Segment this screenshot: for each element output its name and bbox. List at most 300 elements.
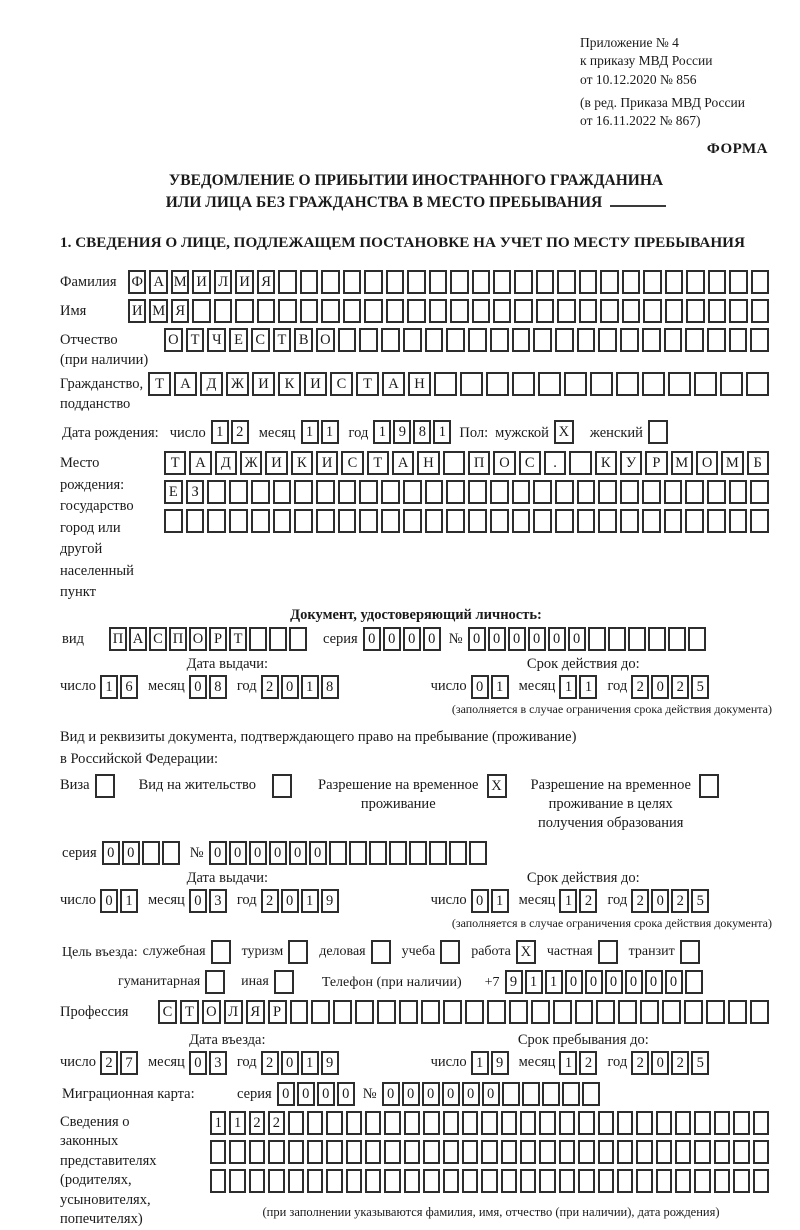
char-box[interactable]: 2	[100, 1051, 118, 1075]
char-box[interactable]: 0	[605, 970, 623, 994]
char-box[interactable]: 0	[281, 1051, 299, 1075]
char-box[interactable]	[462, 1111, 478, 1135]
char-box[interactable]	[542, 1082, 560, 1106]
char-box[interactable]: Д	[200, 372, 223, 396]
char-box[interactable]	[618, 1000, 637, 1024]
char-box[interactable]: Ж	[240, 451, 262, 475]
char-box[interactable]	[229, 1140, 245, 1164]
char-box[interactable]	[628, 627, 646, 651]
char-box[interactable]: 0	[482, 1082, 500, 1106]
char-box[interactable]	[389, 841, 407, 865]
char-box[interactable]: 2	[261, 1051, 279, 1075]
char-box[interactable]: И	[265, 451, 287, 475]
char-box[interactable]	[577, 328, 596, 352]
char-box[interactable]	[729, 270, 747, 294]
char-box[interactable]: 1	[491, 889, 509, 913]
char-box[interactable]: 6	[120, 675, 138, 699]
char-box[interactable]	[257, 299, 275, 323]
char-box[interactable]: Ф	[128, 270, 146, 294]
char-box[interactable]: 9	[321, 889, 339, 913]
char-box[interactable]: У	[620, 451, 642, 475]
char-box[interactable]: 2	[631, 675, 649, 699]
char-box[interactable]	[343, 299, 361, 323]
char-box[interactable]	[733, 1140, 749, 1164]
char-box[interactable]	[460, 372, 483, 396]
char-box[interactable]	[686, 299, 704, 323]
char-box[interactable]	[684, 1000, 703, 1024]
char-box[interactable]	[622, 270, 640, 294]
char-box[interactable]: Е	[229, 328, 248, 352]
char-box[interactable]: 0	[402, 1082, 420, 1106]
char-box[interactable]: С	[341, 451, 363, 475]
char-box[interactable]	[642, 480, 661, 504]
char-box[interactable]	[640, 1000, 659, 1024]
char-box[interactable]	[598, 328, 617, 352]
char-box[interactable]	[450, 270, 468, 294]
char-box[interactable]	[598, 509, 617, 533]
char-box[interactable]	[403, 509, 422, 533]
char-box[interactable]	[468, 480, 487, 504]
char-box[interactable]: 1	[100, 675, 118, 699]
char-box[interactable]: О	[316, 328, 335, 352]
char-box[interactable]: 0	[422, 1082, 440, 1106]
char-box[interactable]	[539, 1140, 555, 1164]
char-box[interactable]: О	[202, 1000, 221, 1024]
char-box[interactable]	[600, 299, 618, 323]
char-box[interactable]	[423, 1140, 439, 1164]
char-box[interactable]: 0	[100, 889, 118, 913]
char-box[interactable]	[472, 299, 490, 323]
char-box[interactable]	[520, 1111, 536, 1135]
char-box[interactable]: 1	[229, 1111, 245, 1135]
char-box[interactable]	[381, 328, 400, 352]
char-box[interactable]: Т	[273, 328, 292, 352]
char-box[interactable]	[429, 841, 447, 865]
char-box[interactable]	[714, 1140, 730, 1164]
char-box[interactable]	[536, 299, 554, 323]
char-box[interactable]	[326, 1169, 342, 1193]
char-box[interactable]: 0	[363, 627, 381, 651]
char-box[interactable]	[685, 480, 704, 504]
char-box[interactable]: 1	[321, 420, 339, 444]
char-box[interactable]	[536, 270, 554, 294]
sex-female-checkbox[interactable]	[648, 420, 668, 444]
char-box[interactable]	[493, 299, 511, 323]
char-box[interactable]	[694, 372, 717, 396]
char-box[interactable]: С	[149, 627, 167, 651]
char-box[interactable]	[533, 480, 552, 504]
char-box[interactable]: М	[171, 270, 189, 294]
char-box[interactable]: 0	[269, 841, 287, 865]
char-box[interactable]: Я	[246, 1000, 265, 1024]
char-box[interactable]	[753, 1111, 769, 1135]
char-box[interactable]: 5	[691, 1051, 709, 1075]
char-box[interactable]	[648, 627, 666, 651]
char-box[interactable]: 2	[631, 889, 649, 913]
char-box[interactable]: Л	[214, 270, 232, 294]
char-box[interactable]: 1	[211, 420, 229, 444]
char-box[interactable]: 9	[491, 1051, 509, 1075]
char-box[interactable]	[450, 299, 468, 323]
char-box[interactable]	[522, 1082, 540, 1106]
char-box[interactable]: П	[169, 627, 187, 651]
char-box[interactable]	[598, 1169, 614, 1193]
char-box[interactable]: 0	[281, 889, 299, 913]
char-box[interactable]	[409, 841, 427, 865]
char-box[interactable]	[617, 1140, 633, 1164]
char-box[interactable]: О	[164, 328, 183, 352]
char-box[interactable]	[582, 1082, 600, 1106]
char-box[interactable]	[381, 480, 400, 504]
char-box[interactable]	[596, 1000, 615, 1024]
char-box[interactable]: 2	[261, 675, 279, 699]
char-box[interactable]: 0	[645, 970, 663, 994]
char-box[interactable]	[509, 1000, 528, 1024]
char-box[interactable]: 1	[373, 420, 391, 444]
char-box[interactable]	[346, 1111, 362, 1135]
purpose-tranzit-checkbox[interactable]	[680, 940, 700, 964]
char-box[interactable]: 1	[559, 889, 577, 913]
char-box[interactable]	[598, 1111, 614, 1135]
char-box[interactable]	[207, 509, 226, 533]
char-box[interactable]	[512, 509, 531, 533]
char-box[interactable]	[251, 509, 270, 533]
char-box[interactable]	[469, 841, 487, 865]
char-box[interactable]	[249, 1169, 265, 1193]
char-box[interactable]	[539, 1169, 555, 1193]
char-box[interactable]	[686, 270, 704, 294]
char-box[interactable]	[446, 328, 465, 352]
char-box[interactable]	[668, 372, 691, 396]
char-box[interactable]	[656, 1140, 672, 1164]
purpose-delovaya-checkbox[interactable]	[371, 940, 391, 964]
char-box[interactable]	[728, 1000, 747, 1024]
char-box[interactable]	[675, 1169, 691, 1193]
char-box[interactable]	[664, 509, 683, 533]
char-box[interactable]	[290, 1000, 309, 1024]
char-box[interactable]	[462, 1169, 478, 1193]
char-box[interactable]	[520, 1169, 536, 1193]
purpose-rabota-checkbox[interactable]: X	[516, 940, 536, 964]
char-box[interactable]	[616, 372, 639, 396]
char-box[interactable]: 0	[289, 841, 307, 865]
char-box[interactable]: 0	[548, 627, 566, 651]
char-box[interactable]	[229, 1169, 245, 1193]
char-box[interactable]	[608, 627, 626, 651]
char-box[interactable]	[577, 509, 596, 533]
char-box[interactable]: И	[128, 299, 146, 323]
char-box[interactable]	[403, 328, 422, 352]
purpose-ucheba-checkbox[interactable]	[440, 940, 460, 964]
char-box[interactable]	[707, 328, 726, 352]
char-box[interactable]	[729, 328, 748, 352]
char-box[interactable]: А	[174, 372, 197, 396]
char-box[interactable]: Т	[356, 372, 379, 396]
char-box[interactable]: 3	[209, 889, 227, 913]
char-box[interactable]	[429, 270, 447, 294]
char-box[interactable]: Б	[747, 451, 769, 475]
char-box[interactable]	[487, 1000, 506, 1024]
residence-permit-checkbox[interactable]	[272, 774, 292, 798]
char-box[interactable]	[355, 1000, 374, 1024]
char-box[interactable]: И	[304, 372, 327, 396]
char-box[interactable]: М	[149, 299, 167, 323]
char-box[interactable]	[707, 480, 726, 504]
char-box[interactable]	[404, 1111, 420, 1135]
char-box[interactable]	[443, 1000, 462, 1024]
char-box[interactable]	[364, 299, 382, 323]
char-box[interactable]	[229, 509, 248, 533]
purpose-sluzhebnaya-checkbox[interactable]	[211, 940, 231, 964]
char-box[interactable]	[750, 509, 769, 533]
char-box[interactable]	[381, 509, 400, 533]
sex-male-checkbox[interactable]: X	[554, 420, 574, 444]
char-box[interactable]: 8	[321, 675, 339, 699]
char-box[interactable]: А	[149, 270, 167, 294]
char-box[interactable]: .	[544, 451, 566, 475]
char-box[interactable]: 0	[297, 1082, 315, 1106]
char-box[interactable]: К	[291, 451, 313, 475]
char-box[interactable]	[656, 1169, 672, 1193]
char-box[interactable]: Р	[645, 451, 667, 475]
char-box[interactable]	[210, 1169, 226, 1193]
char-box[interactable]	[664, 328, 683, 352]
char-box[interactable]: 0	[382, 1082, 400, 1106]
char-box[interactable]	[365, 1169, 381, 1193]
char-box[interactable]	[403, 480, 422, 504]
char-box[interactable]: 5	[691, 889, 709, 913]
char-box[interactable]	[598, 480, 617, 504]
char-box[interactable]: П	[468, 451, 490, 475]
char-box[interactable]: С	[251, 328, 270, 352]
char-box[interactable]	[404, 1169, 420, 1193]
char-box[interactable]: 0	[423, 627, 441, 651]
char-box[interactable]	[753, 1140, 769, 1164]
char-box[interactable]	[443, 1140, 459, 1164]
char-box[interactable]: 8	[413, 420, 431, 444]
char-box[interactable]	[229, 480, 248, 504]
char-box[interactable]	[269, 627, 287, 651]
char-box[interactable]	[326, 1111, 342, 1135]
char-box[interactable]: Т	[367, 451, 389, 475]
purpose-inaya-checkbox[interactable]	[274, 970, 294, 994]
char-box[interactable]	[278, 270, 296, 294]
char-box[interactable]: 9	[505, 970, 523, 994]
char-box[interactable]: А	[129, 627, 147, 651]
char-box[interactable]	[733, 1169, 749, 1193]
char-box[interactable]	[490, 328, 509, 352]
char-box[interactable]	[714, 1169, 730, 1193]
purpose-turizm-checkbox[interactable]	[288, 940, 308, 964]
char-box[interactable]	[706, 1000, 725, 1024]
char-box[interactable]	[443, 1111, 459, 1135]
char-box[interactable]: К	[595, 451, 617, 475]
char-box[interactable]: 0	[309, 841, 327, 865]
char-box[interactable]	[600, 270, 618, 294]
char-box[interactable]	[520, 1140, 536, 1164]
char-box[interactable]	[708, 270, 726, 294]
char-box[interactable]	[694, 1169, 710, 1193]
char-box[interactable]: 2	[249, 1111, 265, 1135]
char-box[interactable]	[557, 299, 575, 323]
char-box[interactable]	[300, 270, 318, 294]
char-box[interactable]	[714, 1111, 730, 1135]
char-box[interactable]	[579, 270, 597, 294]
char-box[interactable]: 0	[651, 889, 669, 913]
char-box[interactable]	[434, 372, 457, 396]
char-box[interactable]: 1	[471, 1051, 489, 1075]
char-box[interactable]: Р	[209, 627, 227, 651]
char-box[interactable]: Т	[148, 372, 171, 396]
char-box[interactable]	[311, 1000, 330, 1024]
char-box[interactable]	[481, 1169, 497, 1193]
char-box[interactable]	[636, 1111, 652, 1135]
char-box[interactable]	[694, 1111, 710, 1135]
char-box[interactable]	[559, 1140, 575, 1164]
char-box[interactable]	[636, 1140, 652, 1164]
char-box[interactable]	[192, 299, 210, 323]
char-box[interactable]	[321, 270, 339, 294]
char-box[interactable]: 1	[579, 675, 597, 699]
char-box[interactable]: 3	[209, 1051, 227, 1075]
char-box[interactable]	[465, 1000, 484, 1024]
char-box[interactable]	[643, 270, 661, 294]
char-box[interactable]	[501, 1169, 517, 1193]
char-box[interactable]	[425, 328, 444, 352]
char-box[interactable]: 0	[337, 1082, 355, 1106]
char-box[interactable]: 0	[528, 627, 546, 651]
char-box[interactable]: А	[392, 451, 414, 475]
char-box[interactable]: Ч	[207, 328, 226, 352]
char-box[interactable]	[338, 480, 357, 504]
char-box[interactable]	[307, 1169, 323, 1193]
char-box[interactable]	[316, 509, 335, 533]
char-box[interactable]	[555, 509, 574, 533]
char-box[interactable]	[321, 299, 339, 323]
char-box[interactable]	[512, 328, 531, 352]
char-box[interactable]	[235, 299, 253, 323]
char-box[interactable]: Т	[164, 451, 186, 475]
char-box[interactable]	[369, 841, 387, 865]
temp-residence-checkbox[interactable]: X	[487, 774, 507, 798]
char-box[interactable]	[662, 1000, 681, 1024]
char-box[interactable]	[386, 270, 404, 294]
char-box[interactable]: 0	[651, 1051, 669, 1075]
char-box[interactable]: 0	[468, 627, 486, 651]
char-box[interactable]: 0	[568, 627, 586, 651]
char-box[interactable]	[538, 372, 561, 396]
char-box[interactable]	[365, 1140, 381, 1164]
char-box[interactable]: 0	[665, 970, 683, 994]
char-box[interactable]: 0	[281, 675, 299, 699]
char-box[interactable]	[575, 1000, 594, 1024]
char-box[interactable]	[462, 1140, 478, 1164]
char-box[interactable]	[617, 1111, 633, 1135]
char-box[interactable]	[598, 1140, 614, 1164]
char-box[interactable]	[675, 1111, 691, 1135]
char-box[interactable]	[707, 509, 726, 533]
char-box[interactable]: 0	[229, 841, 247, 865]
char-box[interactable]: 2	[231, 420, 249, 444]
char-box[interactable]: 0	[585, 970, 603, 994]
char-box[interactable]: 0	[189, 889, 207, 913]
char-box[interactable]	[346, 1169, 362, 1193]
char-box[interactable]: 0	[625, 970, 643, 994]
char-box[interactable]	[377, 1000, 396, 1024]
char-box[interactable]: 0	[403, 627, 421, 651]
char-box[interactable]	[429, 299, 447, 323]
char-box[interactable]	[720, 372, 743, 396]
char-box[interactable]	[577, 480, 596, 504]
char-box[interactable]	[364, 270, 382, 294]
char-box[interactable]	[753, 1169, 769, 1193]
char-box[interactable]	[512, 480, 531, 504]
char-box[interactable]	[333, 1000, 352, 1024]
char-box[interactable]: Н	[408, 372, 431, 396]
char-box[interactable]	[421, 1000, 440, 1024]
char-box[interactable]	[329, 841, 347, 865]
char-box[interactable]	[533, 509, 552, 533]
char-box[interactable]: 0	[122, 841, 140, 865]
purpose-chastnaya-checkbox[interactable]	[598, 940, 618, 964]
char-box[interactable]	[288, 1111, 304, 1135]
char-box[interactable]	[425, 480, 444, 504]
char-box[interactable]	[490, 480, 509, 504]
char-box[interactable]	[665, 299, 683, 323]
char-box[interactable]: 0	[249, 841, 267, 865]
char-box[interactable]	[620, 509, 639, 533]
char-box[interactable]	[449, 841, 467, 865]
char-box[interactable]: О	[189, 627, 207, 651]
char-box[interactable]	[694, 1140, 710, 1164]
char-box[interactable]: 0	[488, 627, 506, 651]
char-box[interactable]: 2	[261, 889, 279, 913]
char-box[interactable]	[559, 1111, 575, 1135]
char-box[interactable]	[316, 480, 335, 504]
char-box[interactable]: 9	[393, 420, 411, 444]
char-box[interactable]: 2	[268, 1111, 284, 1135]
char-box[interactable]	[750, 480, 769, 504]
char-box[interactable]: 2	[631, 1051, 649, 1075]
char-box[interactable]	[407, 299, 425, 323]
char-box[interactable]	[656, 1111, 672, 1135]
char-box[interactable]	[294, 480, 313, 504]
char-box[interactable]: Д	[215, 451, 237, 475]
visa-checkbox[interactable]	[95, 774, 115, 798]
char-box[interactable]	[207, 480, 226, 504]
char-box[interactable]	[268, 1140, 284, 1164]
char-box[interactable]	[294, 509, 313, 533]
char-box[interactable]	[307, 1140, 323, 1164]
char-box[interactable]	[268, 1169, 284, 1193]
char-box[interactable]	[214, 299, 232, 323]
char-box[interactable]: Т	[229, 627, 247, 651]
char-box[interactable]	[446, 509, 465, 533]
char-box[interactable]	[729, 509, 748, 533]
char-box[interactable]: 1	[433, 420, 451, 444]
char-box[interactable]	[578, 1169, 594, 1193]
char-box[interactable]	[142, 841, 160, 865]
char-box[interactable]: 1	[559, 1051, 577, 1075]
char-box[interactable]	[746, 372, 769, 396]
char-box[interactable]: 2	[671, 1051, 689, 1075]
char-box[interactable]: В	[294, 328, 313, 352]
char-box[interactable]: 1	[525, 970, 543, 994]
char-box[interactable]	[407, 270, 425, 294]
char-box[interactable]	[443, 451, 465, 475]
char-box[interactable]	[307, 1111, 323, 1135]
char-box[interactable]: 0	[651, 675, 669, 699]
